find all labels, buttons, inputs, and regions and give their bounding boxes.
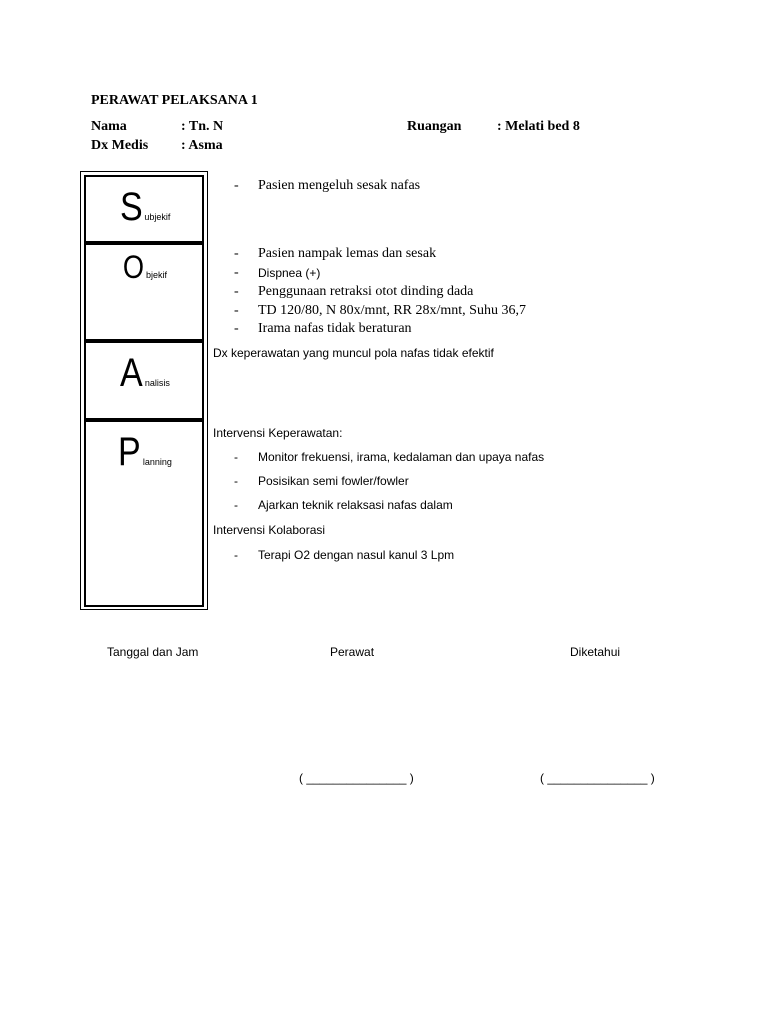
list-item: - Penggunaan retraksi otot dinding dada <box>234 284 474 299</box>
soap-column <box>80 171 208 610</box>
list-item: - Posisikan semi fowler/fowler <box>234 474 409 488</box>
perawat-signature-line: ( _______________ ) <box>299 771 414 785</box>
soap-cell-objektif <box>84 243 204 341</box>
list-item: - TD 120/80, N 80x/mnt, RR 28x/mnt, Suhu 36,7 <box>234 302 526 318</box>
list-item: - Irama nafas tidak beraturan <box>234 321 412 336</box>
soap-suffix-a: nalisis <box>144 378 170 388</box>
soap-suffix-p: lanning <box>142 457 172 467</box>
intervensi-kolaborasi-list <box>234 548 454 562</box>
perawat-label: Perawat <box>330 645 375 659</box>
soap-letter-p: P <box>118 430 141 474</box>
list-item: - Pasien mengeluh sesak nafas <box>234 178 421 193</box>
ruangan-label: Ruangan <box>407 119 462 134</box>
soap-letter-a: A <box>120 351 143 395</box>
analisis-text: Dx keperawatan yang muncul pola nafas tidak efektif <box>213 346 494 360</box>
dx-medis-label: Dx Medis <box>91 138 149 153</box>
list-item: - Terapi O2 dengan nasul kanul 3 Lpm <box>234 548 455 562</box>
list-item: - Monitor frekuensi, irama, kedalaman dan upaya nafas <box>234 450 545 464</box>
ruangan-value: : Melati bed 8 <box>497 119 580 134</box>
subjektif-list <box>234 177 420 196</box>
tanggal-jam-label: Tanggal dan Jam <box>107 645 199 659</box>
soap-cell-subjektif <box>84 175 204 243</box>
list-item: - Ajarkan teknik relaksasi nafas dalam <box>234 498 453 512</box>
objektif-list <box>234 245 526 339</box>
soap-letter-o: O <box>122 249 145 285</box>
intervensi-keperawatan-title: Intervensi Keperawatan: <box>213 426 343 440</box>
intervensi-kolaborasi-title: Intervensi Kolaborasi <box>213 523 326 537</box>
soap-cell-planning <box>84 420 204 607</box>
nama-label: Nama <box>91 119 127 134</box>
list-item: - Dispnea (+) <box>234 264 321 280</box>
diketahui-signature-line: ( _______________ ) <box>540 771 655 785</box>
dx-medis-value: : Asma <box>181 138 223 153</box>
soap-letter-s: S <box>119 185 143 229</box>
diketahui-label: Diketahui <box>570 645 621 659</box>
soap-suffix-s: ubjekif <box>144 212 171 222</box>
soap-suffix-o: bjekif <box>145 270 167 280</box>
soap-cell-analisis <box>84 341 204 420</box>
nama-value: : Tn. N <box>181 119 224 134</box>
list-item: - Pasien nampak lemas dan sesak <box>234 246 437 261</box>
intervensi-keperawatan-list <box>234 450 544 512</box>
document-title: PERAWAT PELAKSANA 1 <box>91 93 258 108</box>
